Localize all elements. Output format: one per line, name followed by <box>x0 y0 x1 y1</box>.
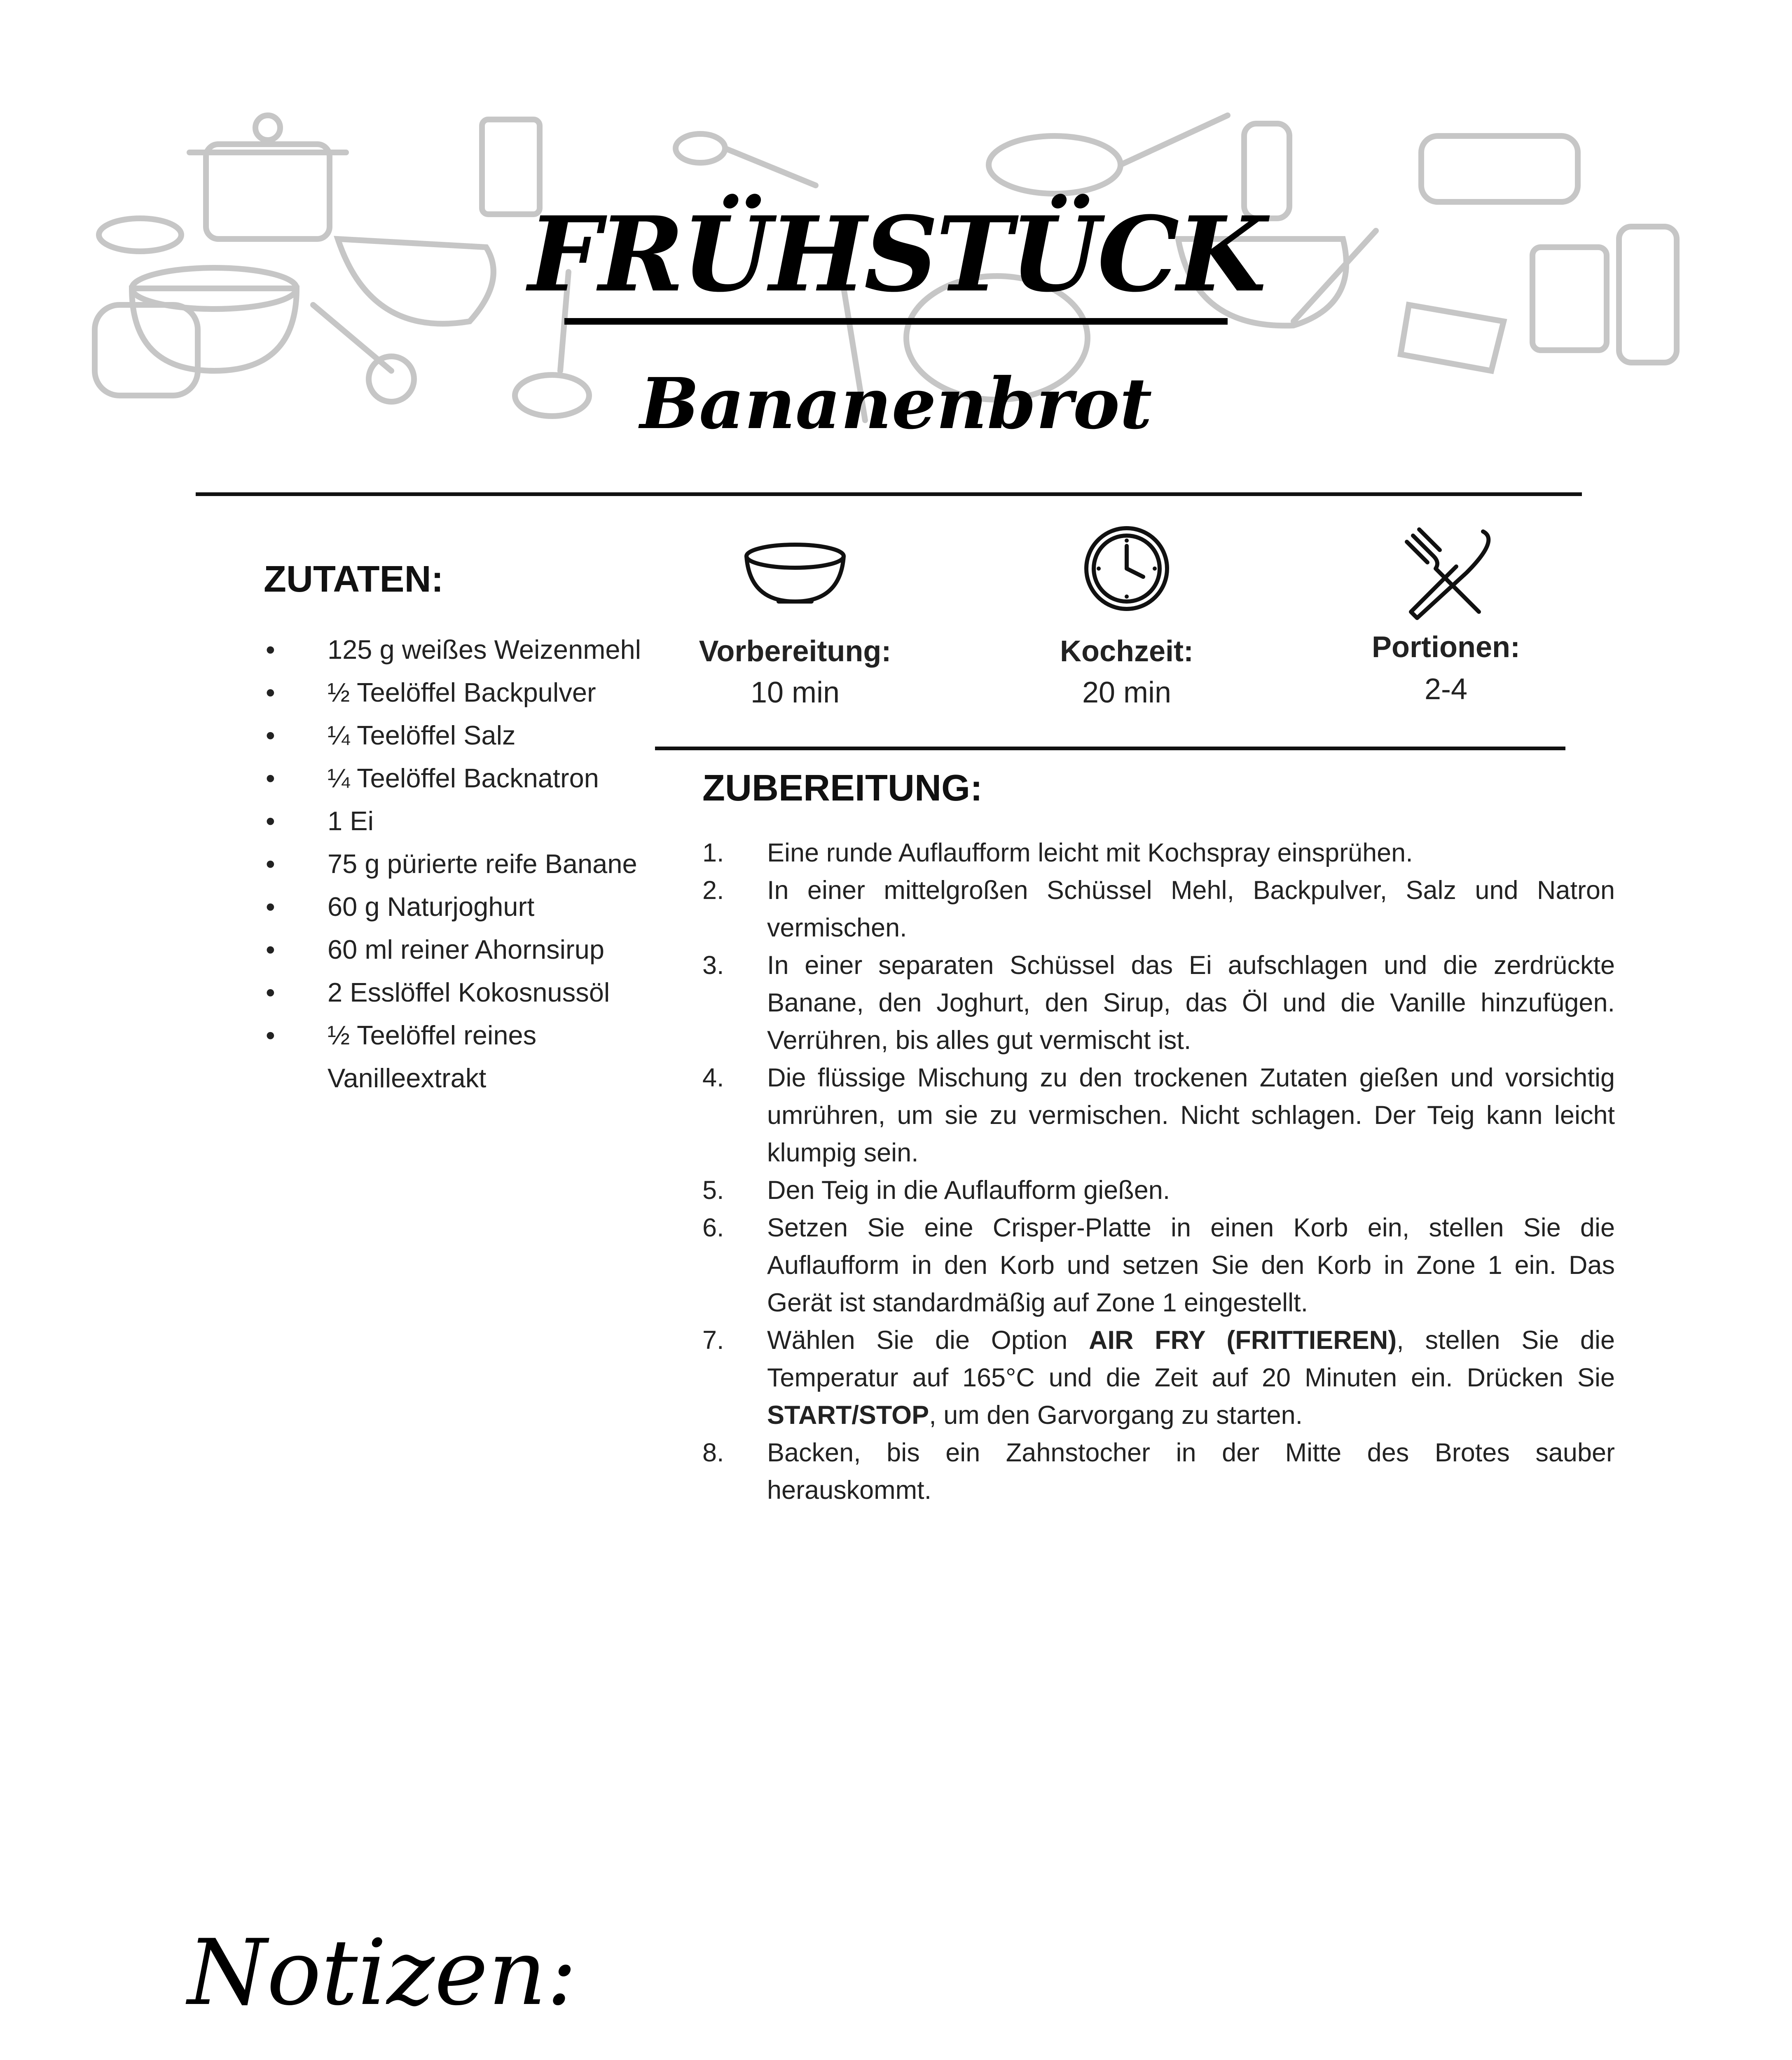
ingredient-item: • ½ Teelöffel reines Vanilleextrakt <box>264 1014 655 1100</box>
ingredients-heading: ZUTATEN: <box>264 559 444 600</box>
step-item <box>702 1059 1615 1172</box>
step-text: In einer separaten Schüssel das Ei aufschlagen und die zerdrückte Banane, den Joghurt, den Sirup, das Öl und die Vanille hinzufügen. Verrühren, bis alles gut vermischt ist. <box>767 951 1615 1055</box>
step-number: 5. <box>702 1176 724 1205</box>
ingredient-item: • 125 g weißes Weizenmehl <box>264 628 655 671</box>
clock-icon <box>1065 523 1188 622</box>
ingredient-item: • 2 Esslöffel Kokosnussöl <box>264 971 655 1014</box>
recipe-title: Bananenbrot <box>640 363 1152 445</box>
step-text: Eine runde Auflaufform leicht mit Kochspray einsprühen. <box>767 838 1413 867</box>
step-number: 2. <box>702 876 724 905</box>
cook-time-label: Kochzeit: <box>1060 635 1193 668</box>
step-item <box>702 872 1615 947</box>
preparation-heading: ZUBEREITUNG: <box>702 768 983 809</box>
info-divider <box>655 747 1565 750</box>
step-text-part: Wählen Sie die Option <box>767 1326 1089 1355</box>
ingredient-item: • 60 ml reiner Ahornsirup <box>264 928 655 971</box>
servings-value: 2-4 <box>1424 673 1468 706</box>
ingredient-item: • ¼ Teelöffel Salz <box>264 714 655 757</box>
step-text <box>767 1326 1615 1430</box>
step-number: 4. <box>702 1063 724 1092</box>
step-item <box>702 1322 1615 1434</box>
step-text-bold: AIR FRY (FRITTIEREN) <box>1088 1326 1397 1355</box>
step-item <box>702 1209 1615 1322</box>
step-text-part: , um den Garvorgang zu starten. <box>929 1401 1303 1430</box>
step-number: 8. <box>702 1438 724 1467</box>
servings-label: Portionen: <box>1372 631 1520 664</box>
header-divider <box>196 492 1582 496</box>
step-item <box>702 947 1615 1059</box>
prep-time-value: 10 min <box>750 676 840 709</box>
bowl-icon <box>733 523 857 622</box>
step-number: 6. <box>702 1213 724 1242</box>
fork-knife-icon <box>1384 523 1508 622</box>
prep-time-label: Vorbereitung: <box>699 635 891 668</box>
cook-time-block <box>962 523 1291 717</box>
ingredient-item: • 75 g pürierte reife Banane <box>264 843 655 885</box>
step-number: 7. <box>702 1326 724 1355</box>
step-text: Setzen Sie eine Crisper-Platte in einen Korb ein, stellen Sie die Auflaufform in den Korb und setzen Sie den Korb in Zone 1 ein. Das Gerät ist standardmäßig auf Zone 1 eingestellt. <box>767 1213 1615 1317</box>
prep-time-block <box>630 523 960 717</box>
preparation-steps <box>702 834 1615 1509</box>
step-number: 1. <box>702 838 724 867</box>
step-item <box>702 834 1615 872</box>
step-item <box>702 1172 1615 1209</box>
step-text: Den Teig in die Auflaufform gießen. <box>767 1176 1170 1205</box>
step-text: Backen, bis ein Zahnstocher in der Mitte des Brotes sauber herauskommt. <box>767 1438 1615 1505</box>
ingredient-item: • ¼ Teelöffel Backnatron <box>264 757 655 800</box>
step-item <box>702 1434 1615 1509</box>
step-text-bold: START/STOP <box>767 1401 929 1430</box>
category-underline <box>564 318 1228 325</box>
ingredient-item: • 60 g Naturjoghurt <box>264 885 655 928</box>
step-text-part: , stellen Sie die Temperatur auf 165°C und die Zeit auf 20 Minuten ein. Drücken Sie <box>767 1326 1615 1392</box>
notes-heading: Notizen: <box>187 1920 577 2025</box>
cook-time-value: 20 min <box>1082 676 1172 709</box>
ingredients-list <box>264 628 655 1100</box>
ingredient-item: • 1 Ei <box>264 800 655 843</box>
servings-block <box>1281 523 1611 717</box>
step-number: 3. <box>702 951 724 980</box>
step-text: Die flüssige Mischung zu den trockenen Zutaten gießen und vorsichtig umrühren, um sie zu vermischen. Nicht schlagen. Der Teig kann leicht klumpig sein. <box>767 1063 1615 1167</box>
step-text: In einer mittelgroßen Schüssel Mehl, Backpulver, Salz und Natron vermischen. <box>767 876 1615 942</box>
category-title: FRÜHSTÜCK <box>528 194 1264 315</box>
ingredient-item: • ½ Teelöffel Backpulver <box>264 671 655 714</box>
